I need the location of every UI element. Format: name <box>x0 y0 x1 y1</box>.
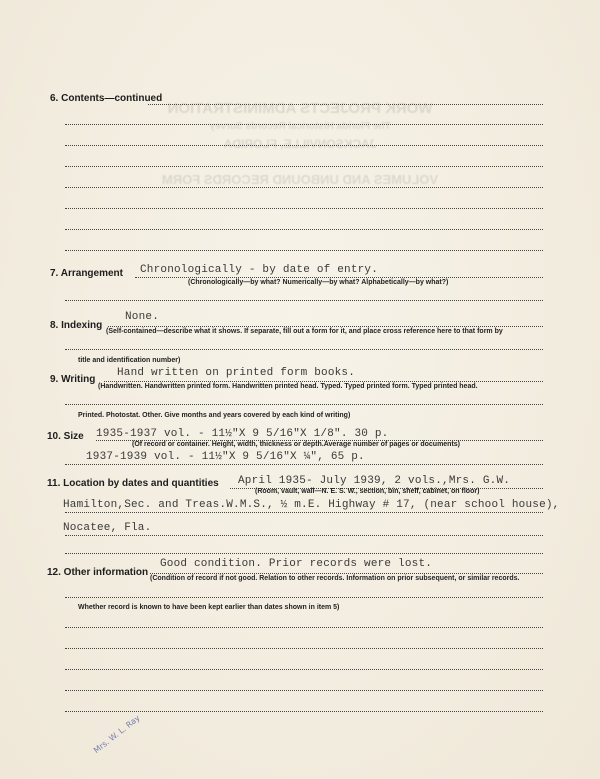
other-info-caption-2: Whether record is known to have been kept earlier than dates shown in item 5) <box>78 604 340 611</box>
writing-caption-2: Printed. Photostat. Other. Give months and years covered by each kind of writing) <box>78 412 351 419</box>
location-value-2: Hamilton,Sec. and Treas.W.M.S., ½ m.E. Highway # 17, (near school house), <box>63 499 560 511</box>
other-info-line-6 <box>65 690 543 691</box>
size-label: 10. Size <box>47 431 84 442</box>
location-value-3: Nocatee, Fla. <box>63 522 152 534</box>
location-line-2 <box>65 512 543 513</box>
other-info-line-4 <box>65 648 543 649</box>
location-line-3 <box>65 535 543 536</box>
location-label: 11. Location by dates and quantities <box>47 478 219 489</box>
other-info-caption: (Condition of record if not good. Relation to other records. Information on prior subsequent, or similar records. <box>150 575 520 582</box>
indexing-label: 8. Indexing <box>50 320 103 331</box>
size-line-2 <box>65 464 543 465</box>
other-info-line-2 <box>65 597 543 598</box>
indexing-value: None. <box>125 311 160 323</box>
writing-label: 9. Writing <box>50 374 96 385</box>
contents-line-6 <box>65 208 543 209</box>
contents-line-7 <box>65 229 543 230</box>
contents-label: 6. Contents—continued <box>50 93 163 104</box>
contents-line-5 <box>65 187 543 188</box>
contents-line-4 <box>65 166 543 167</box>
indexing-line-2 <box>65 349 543 350</box>
contents-line-8 <box>65 250 543 251</box>
other-info-line-5 <box>65 669 543 670</box>
arrangement-line <box>135 277 543 278</box>
arrangement-value: Chronologically - by date of entry. <box>140 264 379 276</box>
contents-line-3 <box>65 145 543 146</box>
show-through-city: JACKSONVILLE, FLORIDA <box>223 137 377 151</box>
arrangement-label: 7. Arrangement <box>50 268 123 279</box>
location-value: April 1935- July 1939, 2 vols.,Mrs. G.W. <box>238 475 511 487</box>
location-caption: (Room, vault, wall—N. E. S. W., section, bin, shelf, cabinet, on floor) <box>255 488 480 495</box>
other-info-label: 12. Other information <box>47 567 149 578</box>
writing-caption: (Handwritten. Handwritten printed form. Handwritten printed head. Typed. Typed printed form. Typed printed head. <box>98 383 478 390</box>
arrangement-caption: (Chronologically—by what? Numerically—by what? Alphabetically—by what?) <box>188 279 449 286</box>
size-value-2: 1937-1939 vol. - 11½"X 9 5/16"X ¼", 65 p. <box>86 451 365 463</box>
writing-value: Hand written on printed form books. <box>117 367 356 379</box>
indexing-line <box>108 326 543 327</box>
other-info-line-7 <box>65 711 543 712</box>
writing-line <box>104 381 543 382</box>
contents-line-2 <box>65 124 543 125</box>
location-line-4 <box>65 553 543 554</box>
writing-line-2 <box>65 404 543 405</box>
arrangement-line-2 <box>65 300 543 301</box>
other-info-value: Good condition. Prior records were lost. <box>160 558 433 570</box>
contents-line-1 <box>148 104 543 105</box>
other-info-line-3 <box>65 627 543 628</box>
size-caption: (Of record or container. Height, width, thickness or depth.Average number of pages or documents) <box>132 441 461 448</box>
show-through-form-title: VOLUMES AND UNBOUND RECORDS FORM <box>161 172 439 187</box>
indexing-caption: (Self-contained—describe what it shows. If separate, fill out a form for it, and place cross reference here to that form by <box>106 328 503 335</box>
pencil-annotation: Mrs. W. L. Ray <box>92 713 142 756</box>
indexing-caption-2: title and identification number) <box>78 357 181 364</box>
size-value: 1935-1937 vol. - 11½"X 9 5/16"X 1/8". 30 p. <box>96 428 389 440</box>
show-through-survey: The Florida Historical Records Survey <box>209 121 391 132</box>
other-info-line <box>150 573 543 574</box>
show-through-header: WORK PROJECTS ADMINISTRATION <box>167 100 433 117</box>
